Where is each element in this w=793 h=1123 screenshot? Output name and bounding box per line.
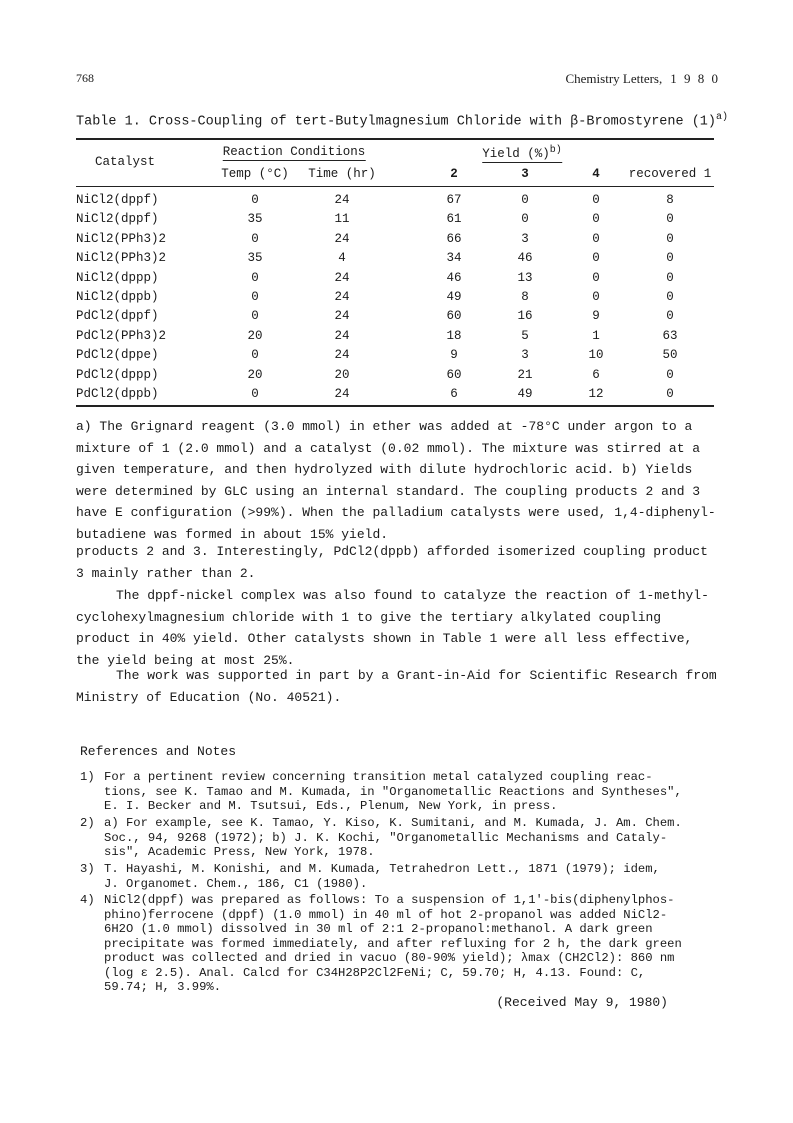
text-line: The work was supported in part by a Grant-in-Aid for Scientific Research from — [116, 668, 717, 683]
body-paragraph-1 — [76, 541, 716, 584]
catalyst-cell: NiCl2(dppf) — [76, 193, 159, 207]
reference-label: 3) — [80, 862, 95, 876]
catalyst-cell: PdCl2(dppe) — [76, 348, 159, 363]
text-line: mixture of 1 (2.0 mmol) and a catalyst (0.02 mmol). The mixture was stirred at a — [76, 440, 701, 456]
reference-label: 4) — [80, 893, 95, 907]
reference-line: 59.74; H, 3.99%. — [104, 980, 222, 994]
text-line: products 2 and 3. Interestingly, PdCl2(dppb) afforded isomerized coupling product — [76, 544, 708, 559]
cell-rec: 0 — [666, 367, 674, 382]
cell-y4: 0 — [592, 290, 600, 304]
cell-time: 11 — [334, 212, 350, 227]
table-title-text: Table 1. Cross-Coupling of tert-Butylmagnesium Chloride with β-Bromostyrene (1) — [76, 114, 717, 130]
cell-temp: 35 — [247, 212, 263, 227]
reference-item — [76, 862, 716, 891]
cell-time: 24 — [334, 193, 350, 207]
reference-line: a) For example, see K. Tamao, Y. Kiso, K. Sumitani, and M. Kumada, J. Am. Chem. — [104, 816, 682, 830]
cell-y2: 49 — [446, 290, 462, 304]
cell-y4: 0 — [592, 251, 600, 266]
cell-y4: 0 — [592, 212, 600, 227]
cell-y3: 0 — [521, 212, 529, 227]
catalyst-cell: NiCl2(dppf) — [76, 212, 159, 227]
reference-text — [104, 770, 716, 814]
reference-item — [76, 770, 716, 814]
header-product-4: 4 — [592, 167, 600, 181]
catalyst-cell: PdCl2(dppf) — [76, 309, 159, 324]
reference-label: 1) — [80, 770, 95, 784]
reference-line: For a pertinent review concerning transition metal catalyzed coupling reac- — [104, 770, 653, 784]
text-line: product in 40% yield. Other catalysts shown in Table 1 were all less effective, — [76, 631, 693, 646]
catalyst-cell: PdCl2(PPh3)2 — [76, 328, 167, 343]
cell-temp: 0 — [251, 290, 259, 304]
table-bottom-rule — [76, 405, 714, 407]
text-line: cyclohexylmagnesium chloride with 1 to give the tertiary alkylated coupling — [76, 609, 662, 625]
reference-line: tions, see K. Tamao and M. Kumada, in "Organometallic Reactions and Syntheses", — [104, 784, 682, 799]
reference-line: sis", Academic Press, New York, 1978. — [104, 845, 375, 859]
header-time: Time (hr) — [308, 167, 376, 181]
journal-year: 1 9 8 0 — [670, 71, 720, 86]
cell-temp: 0 — [251, 193, 259, 207]
reference-text — [104, 862, 716, 891]
catalyst-cell: NiCl2(PPh3)2 — [76, 231, 167, 246]
table-title-footnote-mark: a) — [716, 112, 729, 123]
body-paragraph-3 — [76, 665, 716, 708]
cell-y4: 6 — [592, 367, 600, 382]
cell-rec: 0 — [666, 212, 674, 227]
cell-y3: 13 — [517, 270, 533, 285]
cell-time: 24 — [334, 309, 350, 324]
cell-temp: 35 — [247, 251, 263, 266]
cell-y2: 60 — [446, 309, 462, 324]
header-temp: Temp (°C) — [221, 167, 289, 181]
reference-line: Soc., 94, 9268 (1972); b) J. K. Kochi, "Organometallic Mechanisms and Cataly- — [104, 830, 668, 845]
cell-y2: 60 — [446, 367, 462, 382]
cell-y2: 18 — [446, 328, 462, 343]
text-line: The dppf-nickel complex was also found to catalyze the reaction of 1-methyl- — [116, 588, 709, 603]
cell-time: 24 — [334, 348, 350, 363]
reference-item — [76, 893, 716, 995]
reference-line: precipitate was formed immediately, and after refluxing for 2 h, the dark green — [104, 936, 682, 951]
running-header — [565, 71, 720, 87]
text-line: were determined by GLC using an internal standard. The coupling products 2 and 3 — [76, 483, 701, 499]
cell-y3: 3 — [521, 348, 529, 363]
cell-time: 24 — [334, 231, 350, 246]
header-yield — [482, 145, 562, 163]
cell-y2: 67 — [446, 193, 462, 207]
cell-y4: 0 — [592, 193, 600, 207]
header-yield-label: Yield (%) — [482, 147, 550, 162]
text-line: have E configuration (>99%). When the palladium catalysts were used, 1,4-diphenyl- — [76, 505, 716, 520]
cell-rec: 0 — [666, 309, 674, 324]
cell-time: 4 — [338, 251, 346, 266]
cell-y4: 12 — [588, 387, 604, 401]
cell-y3: 5 — [521, 328, 529, 343]
cell-y4: 1 — [592, 328, 600, 343]
catalyst-cell: NiCl2(dppb) — [76, 290, 159, 304]
cell-y4: 10 — [588, 348, 604, 363]
cell-temp: 20 — [247, 328, 263, 343]
reference-text — [104, 893, 716, 995]
text-line: 3 mainly rather than 2. — [76, 565, 256, 581]
reference-line: phino)ferrocene (dppf) (1.0 mmol) in 40 ml of hot 2-propanol was added NiCl2- — [104, 907, 668, 922]
header-reaction-conditions: Reaction Conditions — [222, 145, 366, 159]
cell-temp: 0 — [251, 309, 259, 324]
cell-y3: 49 — [517, 387, 533, 401]
cell-y3: 46 — [517, 251, 533, 266]
cell-y4: 0 — [592, 231, 600, 246]
cell-y3: 8 — [521, 290, 529, 304]
cell-y2: 34 — [446, 251, 462, 266]
cell-time: 24 — [334, 328, 350, 343]
catalyst-cell: PdCl2(dppb) — [76, 387, 159, 401]
reference-line: NiCl2(dppf) was prepared as follows: To a suspension of 1,1'-bis(diphenylphos- — [104, 893, 675, 907]
cell-time: 20 — [334, 367, 350, 382]
table-footnote — [76, 416, 716, 545]
cell-time: 24 — [334, 387, 350, 401]
cell-rec: 0 — [666, 251, 674, 266]
reference-line: product was collected and dried in vacuo (80-90% yield); λmax (CH2Cl2): 860 nm — [104, 951, 675, 965]
cell-y2: 46 — [446, 270, 462, 285]
page-number: 768 — [76, 71, 94, 85]
reference-line: (log ε 2.5). Anal. Calcd for C34H28P2Cl2FeNi; C, 59.70; H, 4.13. Found: C, — [104, 965, 646, 980]
reference-item — [76, 816, 716, 860]
cell-rec: 0 — [666, 231, 674, 246]
header-yield-footnote-mark: b) — [549, 145, 562, 156]
reference-label: 2) — [80, 816, 95, 830]
text-line: butadiene was formed in about 15% yield. — [76, 526, 389, 542]
table-top-rule — [76, 138, 714, 140]
cell-rec: 0 — [666, 387, 674, 401]
cell-y3: 21 — [517, 367, 533, 382]
text-line: given temperature, and then hydrolyzed with dilute hydrochloric acid. b) Yields — [76, 462, 693, 477]
cell-temp: 0 — [251, 270, 259, 285]
reference-line: 6H2O (1.0 mmol) dissolved in 30 ml of 2:1 2-propanol:methanol. A dark green — [104, 922, 653, 936]
reference-line: T. Hayashi, M. Konishi, and M. Kumada, Tetrahedron Lett., 1871 (1979); idem, — [104, 862, 660, 876]
catalyst-cell: NiCl2(PPh3)2 — [76, 251, 167, 266]
table-title — [76, 112, 728, 130]
cell-rec: 8 — [666, 193, 674, 207]
reference-text — [104, 816, 716, 860]
reference-line: E. I. Becker and M. Tsutsui, Eds., Plenum, New York, in press. — [104, 799, 558, 813]
text-line: the yield being at most 25%. — [76, 652, 295, 668]
cell-rec: 0 — [666, 290, 674, 304]
cell-rec: 50 — [662, 348, 678, 363]
text-line: Ministry of Education (No. 40521). — [76, 689, 342, 705]
catalyst-cell: NiCl2(dppp) — [76, 270, 159, 285]
header-recovered: recovered 1 — [628, 167, 712, 181]
cell-y4: 9 — [592, 309, 600, 324]
cell-y3: 3 — [521, 231, 529, 246]
cell-y2: 66 — [446, 231, 462, 246]
cell-temp: 0 — [251, 387, 259, 401]
cell-temp: 0 — [251, 231, 259, 246]
cell-y4: 0 — [592, 270, 600, 285]
header-catalyst: Catalyst — [94, 155, 156, 169]
cell-y2: 6 — [450, 387, 458, 401]
references-heading: References and Notes — [80, 744, 237, 759]
header-product-2: 2 — [450, 167, 458, 181]
cell-y2: 9 — [450, 348, 458, 363]
cell-time: 24 — [334, 290, 350, 304]
received-date: (Received May 9, 1980) — [496, 995, 668, 1010]
cell-rec: 63 — [662, 328, 678, 343]
catalyst-cell: PdCl2(dppp) — [76, 367, 159, 382]
text-line: a) The Grignard reagent (3.0 mmol) in ether was added at -78°C under argon to a — [76, 419, 693, 434]
cell-y3: 16 — [517, 309, 533, 324]
journal-name: Chemistry Letters, — [565, 71, 663, 86]
cell-time: 24 — [334, 270, 350, 285]
reference-line: J. Organomet. Chem., 186, C1 (1980). — [104, 876, 368, 891]
body-paragraph-2 — [76, 585, 716, 671]
header-product-3: 3 — [521, 167, 529, 181]
table-header-rule — [76, 186, 714, 187]
cell-temp: 0 — [251, 348, 259, 363]
cell-y3: 0 — [521, 193, 529, 207]
cell-temp: 20 — [247, 367, 263, 382]
cell-y2: 61 — [446, 212, 462, 227]
cell-rec: 0 — [666, 270, 674, 285]
